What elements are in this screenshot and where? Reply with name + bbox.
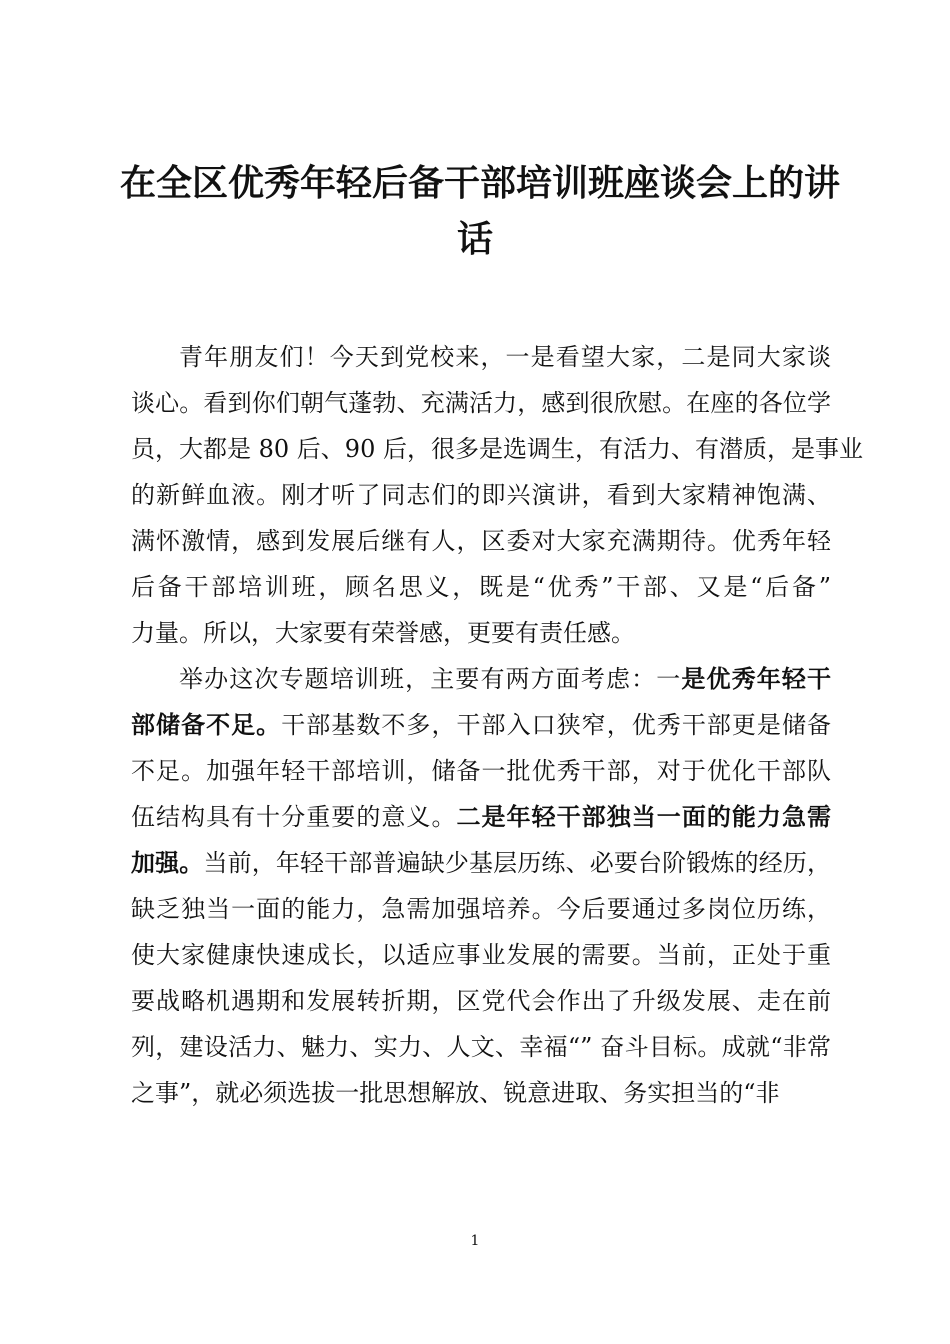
- text-segment: 列，建设活力、魅力、实力、人文、幸福“” 奋斗目标。成就“非常: [131, 1033, 831, 1061]
- text-segment: 的新鲜血液。刚才听了同志们的即兴演讲，看到大家精神饱满、: [131, 481, 831, 509]
- text-line: [131, 518, 831, 564]
- text-line: [131, 794, 831, 840]
- text-segment: 谈心。看到你们朝气蓬勃、充满活力，感到很欣慰。在座的各位学: [131, 389, 831, 417]
- text-segment: 青年朋友们！今天到党校来，一是看望大家，二是同大家谈: [179, 343, 831, 371]
- text-segment: 不足。加强年轻干部培训，储备一批优秀干部，对于优化干部队: [131, 757, 831, 785]
- text-segment: 力量。所以，大家要有荣誉感，更要有责任感。: [131, 619, 635, 647]
- text-segment: 缺乏独当一面的能力，急需加强培养。今后要通过多岗位历练，: [131, 895, 831, 923]
- text-line: [131, 978, 831, 1024]
- text-line: [131, 748, 831, 794]
- title-line: 在全区优秀年轻后备干部培训班座谈会上的讲: [120, 162, 841, 204]
- document-title: [120, 155, 841, 267]
- text-line: [131, 656, 831, 702]
- text-line: [131, 840, 831, 886]
- text-line: [131, 380, 831, 426]
- text-line: [131, 610, 831, 656]
- text-segment: 干部基数不多，干部入口狭窄，优秀干部更是储备: [281, 711, 832, 739]
- text-line: [131, 472, 831, 518]
- text-segment: 要战略机遇期和发展转折期，区党代会作出了升级发展、走在前: [131, 987, 831, 1015]
- text-line: [131, 886, 831, 932]
- page-number: 1: [470, 1233, 480, 1249]
- text-line: [131, 564, 831, 610]
- text-segment: 之事”，就必须选拔一批思想解放、锐意进取、务实担当的“非: [131, 1079, 780, 1107]
- text-line: [131, 702, 831, 748]
- text-line: [131, 1070, 831, 1116]
- bold-text: 二是年轻干部独当一面的能力急需: [456, 802, 832, 831]
- bold-text: 部储备不足。: [131, 710, 282, 739]
- title-line: 话: [456, 218, 493, 260]
- paragraph: [131, 334, 863, 656]
- text-segment: 当前，年轻干部普遍缺少基层历练、必要台阶锻炼的经历，: [203, 849, 832, 877]
- text-segment: 使大家健康快速成长，以适应事业发展的需要。当前，正处于重: [131, 941, 831, 969]
- text-line: [131, 426, 863, 472]
- paragraph: [131, 656, 831, 1116]
- text-line: [131, 932, 831, 978]
- text-segment: 举办这次专题培训班，主要有两方面考虑：一: [179, 665, 682, 693]
- text-line: [131, 334, 831, 380]
- document-body: [131, 334, 863, 1116]
- bold-text: 是优秀年轻干: [681, 664, 832, 693]
- text-segment: 员，大都是 80 后、90 后，很多是选调生，有活力、有潜质，是事业: [131, 435, 863, 463]
- text-segment: 后备干部培训班，顾名思义，既是“优秀”干部、又是“后备”: [131, 573, 831, 601]
- text-line: [131, 1024, 831, 1070]
- text-segment: 伍结构具有十分重要的意义。: [131, 803, 457, 831]
- text-segment: 满怀激情，感到发展后继有人，区委对大家充满期待。优秀年轻: [131, 527, 831, 555]
- bold-text: 加强。: [131, 848, 204, 877]
